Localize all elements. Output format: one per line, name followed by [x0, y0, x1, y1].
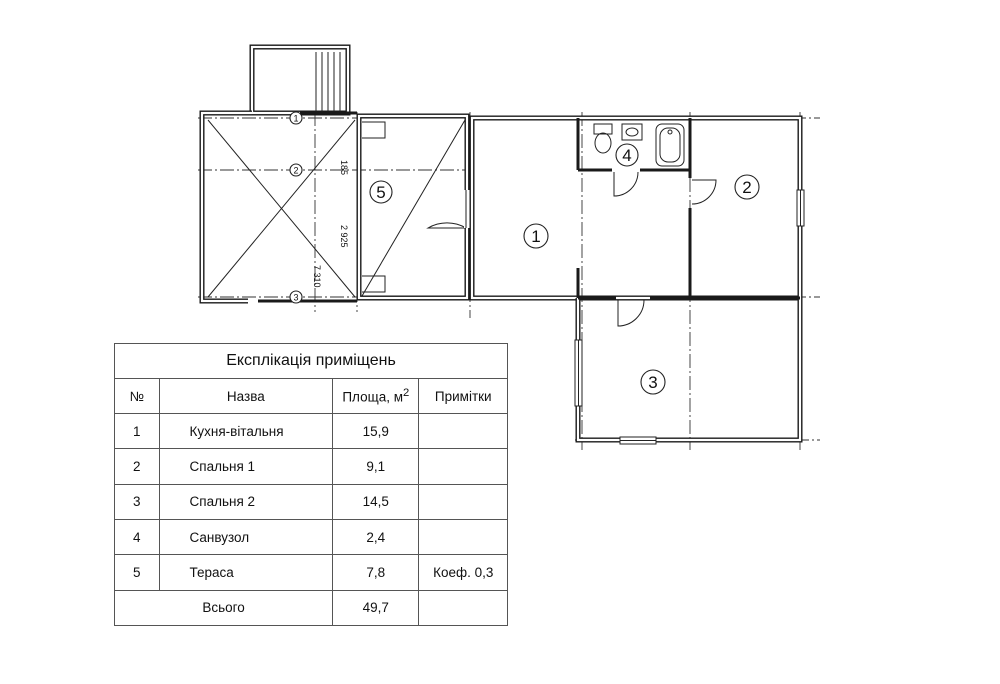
row-number: 5: [115, 555, 160, 590]
header-number: №: [115, 379, 160, 414]
dimension-2925: 2 925: [339, 225, 349, 248]
row-name: Кухня-вітальня: [159, 414, 333, 449]
dimension-185: 185: [339, 160, 349, 176]
header-area-text: Площа, м: [342, 389, 403, 405]
row-area: 9,1: [333, 449, 419, 484]
axis-3-label: 3: [293, 292, 299, 303]
table-row: [115, 555, 508, 590]
header-notes: Примітки: [419, 379, 508, 414]
row-name: Спальня 1: [159, 449, 333, 484]
row-name: Санвузол: [159, 519, 333, 554]
row-number: 2: [115, 449, 160, 484]
room-numbers: [524, 144, 759, 394]
row-note: Коеф. 0,3: [419, 555, 508, 590]
room-5-label: 5: [376, 183, 386, 202]
row-area: 7,8: [333, 555, 419, 590]
total-row: [115, 590, 508, 625]
row-number: 1: [115, 414, 160, 449]
row-name: Тераса: [159, 555, 333, 590]
room-2-label: 2: [742, 178, 752, 197]
table-row: [115, 519, 508, 554]
row-note: [419, 519, 508, 554]
row-area: 15,9: [333, 414, 419, 449]
row-note: [419, 449, 508, 484]
header-area: [333, 379, 419, 414]
row-number: 4: [115, 519, 160, 554]
room-4-label: 4: [622, 146, 632, 165]
table-row: [115, 484, 508, 519]
row-number: 3: [115, 484, 160, 519]
stairs: [252, 47, 348, 113]
total-area: 49,7: [333, 590, 419, 625]
row-area: 14,5: [333, 484, 419, 519]
axis-2-label: 2: [293, 165, 299, 176]
total-note: [419, 590, 508, 625]
table-row: [115, 449, 508, 484]
total-label: Всього: [115, 590, 333, 625]
row-name: Спальня 2: [159, 484, 333, 519]
table-row: [115, 414, 508, 449]
room-3-label: 3: [648, 373, 658, 392]
room-1-label: 1: [531, 227, 541, 246]
table-title: Експлікація приміщень: [115, 344, 508, 379]
room-explication-table: [114, 343, 508, 626]
terrace: [202, 112, 357, 303]
row-note: [419, 414, 508, 449]
row-area: 2,4: [333, 519, 419, 554]
row-note: [419, 484, 508, 519]
header-area-sup: 2: [402, 387, 410, 400]
header-name: Назва: [159, 379, 333, 414]
room-5: [359, 116, 467, 298]
dimension-7310: 7 310: [312, 265, 322, 288]
house-walls: [472, 118, 804, 444]
axis-1-label: 1: [293, 113, 299, 124]
